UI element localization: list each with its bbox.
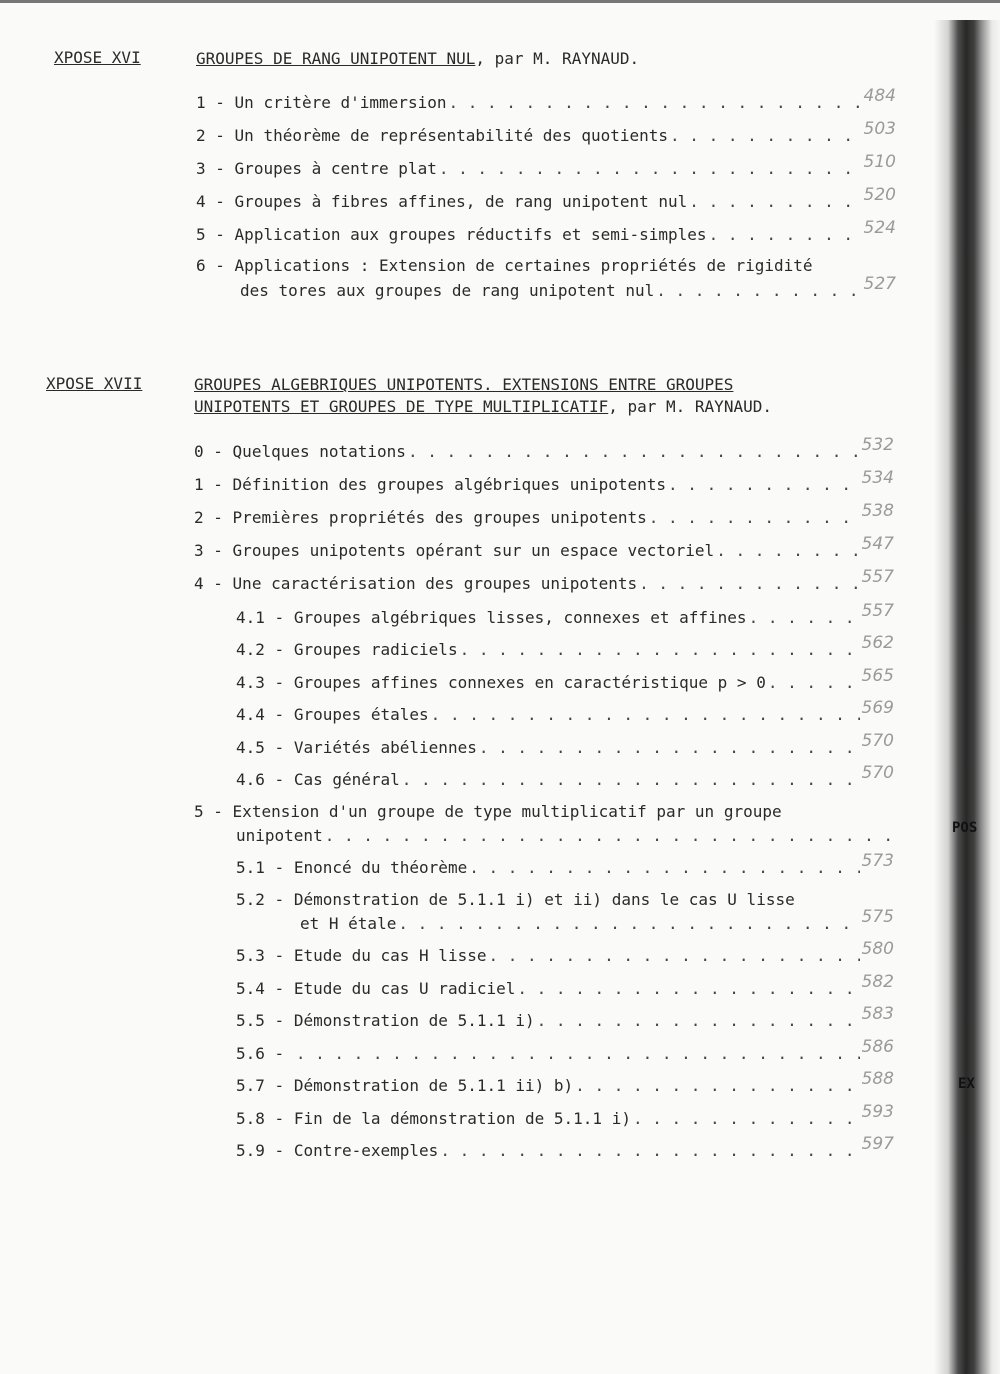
handwritten-page-number: 484 <box>863 86 896 106</box>
section-title-xvii-line2: UNIPOTENTS ET GROUPES DE TYPE MULTIPLICATIF <box>194 397 609 416</box>
page-top-border <box>0 0 1000 3</box>
handwritten-page-number: 534 <box>861 468 894 488</box>
toc-entry-line: 6 - Applications : Extension de certaines propriétés de rigidité <box>196 256 813 275</box>
toc-entry: 1 - Un critère d'immersion . . . 484 <box>196 88 896 112</box>
section-label-xvii: XPOSE XVII <box>46 374 143 393</box>
toc-entry-line: 5 - Extension d'un groupe de type multiplicatif par un groupe <box>194 802 782 821</box>
handwritten-page-number: 562 <box>861 633 894 653</box>
toc-subentry: 5.8 - Fin de la démonstration de 5.1.1 i) . . . 593 <box>236 1104 894 1128</box>
toc-subentry: 5.9 - Contre-exemples . . . 597 <box>236 1136 894 1160</box>
toc-subentry: 4.1 - Groupes algébriques lisses, connexes et affines . . . 557 <box>236 603 894 627</box>
toc-subentry: 4.3 - Groupes affines connexes en caractéristique p > 0 . . . 565 <box>236 668 894 692</box>
section-title-xvii <box>194 374 772 418</box>
handwritten-page-number: 569 <box>861 698 894 718</box>
handwritten-page-number: 503 <box>863 119 896 139</box>
handwritten-page-number: 583 <box>861 1004 894 1024</box>
section-title-xvii-author: , par M. RAYNAUD. <box>608 397 772 416</box>
binding-edge-shadow <box>934 20 1000 1374</box>
handwritten-page-number: 547 <box>861 534 894 554</box>
toc-entry: 5 - Application aux groupes réductifs et semi-simples . . . 524 <box>196 220 896 244</box>
toc-entry: 0 - Quelques notations . . . 532 <box>194 437 894 461</box>
handwritten-page-number: 565 <box>861 666 894 686</box>
toc-entry: 1 - Définition des groupes algébriques unipotents . . . 534 <box>194 470 894 494</box>
handwritten-page-number: 575 <box>861 907 894 927</box>
section-title-xvi-main: GROUPES DE RANG UNIPOTENT NUL <box>196 49 476 68</box>
edge-fragment-pos: POS <box>952 820 978 836</box>
handwritten-page-number: 580 <box>861 939 894 959</box>
handwritten-page-number: 510 <box>863 152 896 172</box>
section-title-xvi <box>196 48 639 70</box>
toc-subentry: 4.2 - Groupes radiciels . . . 562 <box>236 635 894 659</box>
toc-entry: 3 - Groupes à centre plat . . . 510 <box>196 154 896 178</box>
handwritten-page-number: 524 <box>863 218 896 238</box>
handwritten-page-number: 538 <box>861 501 894 521</box>
toc-entry-continuation: des tores aux groupes de rang unipotent nul . . . 527 <box>240 276 896 300</box>
toc-entry-line: 5.2 - Démonstration de 5.1.1 i) et ii) dans le cas U lisse <box>236 890 795 909</box>
handwritten-page-number: 582 <box>861 972 894 992</box>
toc-entry: 2 - Un théorème de représentabilité des quotients . . . 503 <box>196 121 896 145</box>
handwritten-page-number: 597 <box>861 1134 894 1154</box>
section-title-xvi-author: , par M. RAYNAUD. <box>475 49 640 68</box>
toc-subentry: 4.4 - Groupes étales . . . 569 <box>236 700 894 724</box>
handwritten-page-number: 570 <box>861 731 894 751</box>
toc-entry: 4 - Groupes à fibres affines, de rang unipotent nul . . . 520 <box>196 187 896 211</box>
toc-subentry: 5.1 - Enoncé du théorème . . . 573 <box>236 853 894 877</box>
section-label-xvi: XPOSE XVI <box>54 48 141 67</box>
toc-subentry: 4.5 - Variétés abéliennes . . . 570 <box>236 733 894 757</box>
toc-entry: 2 - Premières propriétés des groupes unipotents . . . 538 <box>194 503 894 527</box>
handwritten-page-number: 573 <box>861 851 894 871</box>
handwritten-page-number: 586 <box>861 1037 894 1057</box>
toc-entry-continuation: unipotent . . . <box>236 821 894 845</box>
handwritten-page-number: 593 <box>861 1102 894 1122</box>
toc-subentry: 5.6 - . . . 586 <box>236 1039 894 1063</box>
toc-entry: 4 - Une caractérisation des groupes unipotents . . . 557 <box>194 569 894 593</box>
toc-entry-continuation: et H étale . . . 575 <box>300 909 894 933</box>
handwritten-page-number: 532 <box>861 435 894 455</box>
toc-subentry: 5.5 - Démonstration de 5.1.1 i) . . . 583 <box>236 1006 894 1030</box>
handwritten-page-number: 570 <box>861 763 894 783</box>
toc-subentry: 5.3 - Etude du cas H lisse . . . 580 <box>236 941 894 965</box>
edge-fragment-ex: EX <box>958 1076 975 1092</box>
toc-subentry: 5.7 - Démonstration de 5.1.1 ii) b) . . . 588 <box>236 1071 894 1095</box>
toc-entry: 3 - Groupes unipotents opérant sur un espace vectoriel . . . 547 <box>194 536 894 560</box>
handwritten-page-number: 520 <box>863 185 896 205</box>
section-title-xvii-line1: GROUPES ALGEBRIQUES UNIPOTENTS. EXTENSIONS ENTRE GROUPES <box>194 375 734 394</box>
handwritten-page-number: 557 <box>861 601 894 621</box>
toc-subentry: 5.4 - Etude du cas U radiciel . . . 582 <box>236 974 894 998</box>
handwritten-page-number: 527 <box>863 274 896 294</box>
handwritten-page-number: 557 <box>861 567 894 587</box>
handwritten-page-number: 588 <box>861 1069 894 1089</box>
toc-subentry: 4.6 - Cas général . . . 570 <box>236 765 894 789</box>
